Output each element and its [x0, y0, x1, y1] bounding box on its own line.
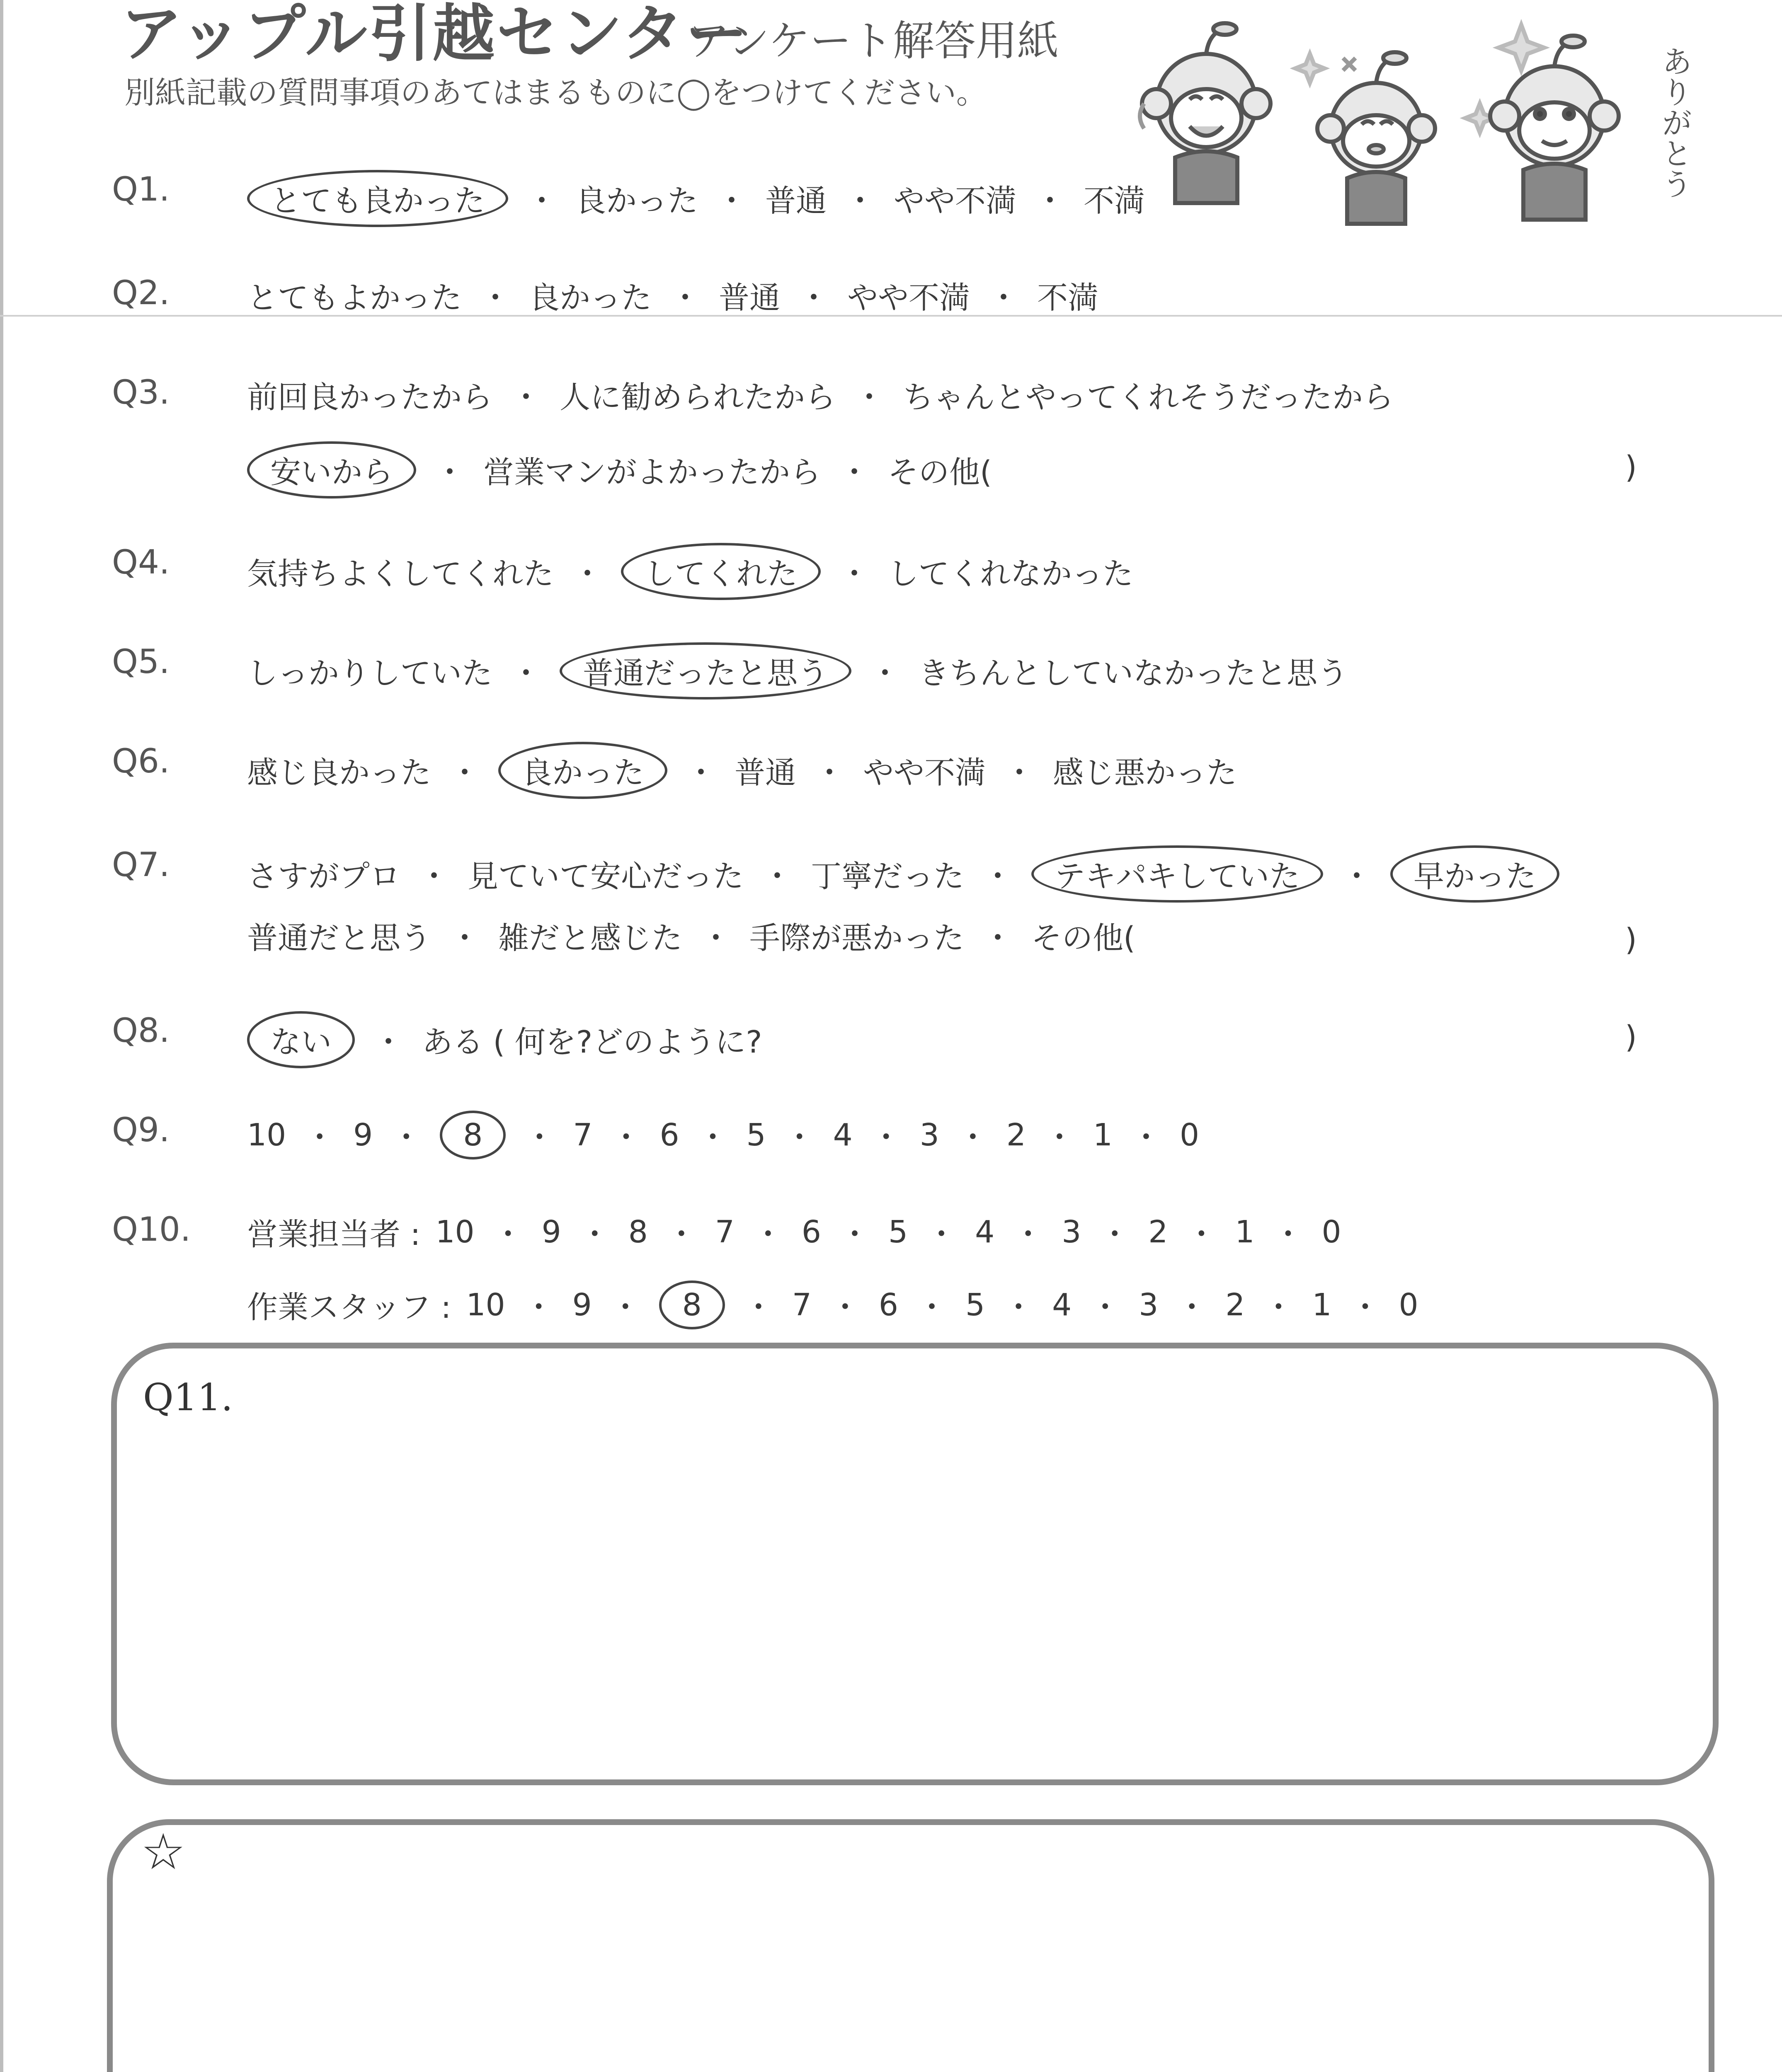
answer-option[interactable]: やや不満 — [863, 755, 986, 791]
separator-dot: ・ — [845, 183, 875, 219]
separator-dot: ・ — [982, 859, 1013, 894]
question-label: Q6. — [112, 742, 170, 780]
close-paren: ) — [1625, 922, 1637, 958]
question-label: Q7. — [112, 845, 170, 884]
answer-option[interactable]: 7 — [792, 1287, 812, 1323]
separator-dot: ・ — [839, 1217, 870, 1252]
answer-row — [245, 642, 1350, 700]
thanks-badge: ありがとう — [1657, 46, 1692, 199]
separator-dot: ・ — [982, 920, 1013, 956]
separator-dot: ・ — [526, 183, 557, 219]
separator-dot: ・ — [1273, 1217, 1304, 1252]
answer-option-selected[interactable]: テキパキしていた — [1031, 845, 1323, 903]
answer-option[interactable]: 1 — [1093, 1117, 1113, 1153]
answer-option-selected[interactable]: 8 — [440, 1111, 506, 1159]
question-label: Q8. — [112, 1011, 170, 1050]
answer-row — [245, 1011, 764, 1068]
separator-dot: ・ — [1004, 755, 1035, 791]
answer-option[interactable]: 普通 — [719, 280, 780, 316]
answer-option-selected[interactable]: 8 — [659, 1280, 725, 1329]
answer-option[interactable]: 不満 — [1037, 280, 1098, 316]
answer-row — [245, 1210, 1344, 1254]
separator-dot: ・ — [762, 859, 793, 894]
question-label: Q1. — [112, 170, 170, 208]
answer-option[interactable]: 普通 — [765, 183, 827, 219]
answer-option[interactable]: 1 — [1235, 1214, 1255, 1250]
answer-option[interactable]: その他( — [888, 455, 992, 490]
separator-dot: ・ — [511, 656, 541, 691]
form-subtitle: アンケート解答用紙 — [688, 17, 1059, 65]
question-label: Q3. — [112, 373, 170, 411]
brand-title: アップル引越センター — [120, 0, 749, 70]
question-label: Q2. — [112, 274, 170, 312]
close-paren: ) — [1625, 450, 1637, 485]
answer-option[interactable]: 良かった — [529, 280, 652, 316]
answer-row — [245, 742, 1239, 799]
answer-option[interactable]: ある ( 何を?どのように? — [422, 1024, 762, 1060]
answer-option-selected[interactable]: 良かった — [498, 742, 667, 799]
separator-dot: ・ — [814, 755, 845, 791]
separator-dot: ・ — [1099, 1217, 1130, 1252]
answer-option[interactable]: 0 — [1180, 1117, 1200, 1153]
separator-dot: ・ — [1350, 1290, 1381, 1325]
answer-row — [245, 441, 994, 499]
separator-dot: ・ — [434, 455, 465, 490]
separator-dot: ・ — [916, 1290, 948, 1325]
answer-option[interactable]: 普通だと思う — [247, 920, 431, 956]
separator-dot: ・ — [511, 380, 541, 415]
separator-dot: ・ — [716, 183, 747, 219]
separator-dot: ・ — [1090, 1290, 1121, 1325]
answer-option[interactable]: 雑だと感じた — [498, 920, 682, 956]
separator-dot: ・ — [1263, 1290, 1294, 1325]
separator-dot: ・ — [1131, 1120, 1162, 1155]
separator-dot: ・ — [1035, 183, 1065, 219]
separator-dot: ・ — [611, 1120, 642, 1155]
mascot-illustration — [1136, 8, 1716, 240]
answer-option[interactable]: 6 — [801, 1214, 822, 1250]
answer-option[interactable]: 見ていて安心だった — [468, 859, 744, 894]
answer-option[interactable]: 9 — [541, 1214, 561, 1250]
answer-option[interactable]: 3 — [919, 1117, 939, 1153]
answer-option[interactable]: 0 — [1399, 1287, 1418, 1323]
separator-dot: ・ — [449, 755, 480, 791]
answer-option[interactable]: 感じ良かった — [247, 755, 431, 791]
question-label: Q4. — [112, 543, 170, 581]
answer-option[interactable]: 7 — [715, 1214, 735, 1250]
separator-dot: ・ — [854, 380, 885, 415]
answer-option[interactable]: 普通 — [735, 755, 796, 791]
answer-option[interactable]: 営業マンがよかったから — [483, 455, 821, 490]
answer-option[interactable]: 0 — [1321, 1214, 1341, 1250]
answer-option[interactable]: 前回良かったから — [247, 380, 492, 415]
question-label: Q9. — [112, 1111, 170, 1149]
separator-dot: ・ — [1044, 1120, 1075, 1155]
separator-dot: ・ — [419, 859, 449, 894]
separator-dot: ・ — [870, 656, 900, 691]
row-prefix: 営業担当者 : — [247, 1217, 421, 1252]
answer-option[interactable]: 丁寧だった — [811, 859, 964, 894]
answer-option[interactable]: やや不満 — [894, 183, 1016, 219]
answer-option[interactable]: 5 — [888, 1214, 908, 1250]
answer-option[interactable]: 1 — [1312, 1287, 1332, 1323]
answer-option[interactable]: 6 — [878, 1287, 899, 1323]
separator-dot: ・ — [829, 1290, 861, 1325]
answer-option[interactable]: してくれなかった — [888, 556, 1133, 592]
separator-dot: ・ — [391, 1120, 422, 1155]
question-label: Q10. — [112, 1210, 191, 1249]
answer-option[interactable]: ちゃんとやってくれそうだったから — [903, 380, 1394, 415]
separator-dot: ・ — [957, 1120, 988, 1155]
separator-dot: ・ — [449, 920, 480, 956]
answer-option[interactable]: 9 — [353, 1117, 373, 1153]
answer-option[interactable]: しっかりしていた — [247, 656, 492, 691]
answer-option[interactable]: 4 — [833, 1117, 853, 1153]
scan-edge — [0, 0, 3, 2072]
separator-dot: ・ — [743, 1290, 774, 1325]
answer-option[interactable]: 4 — [975, 1214, 995, 1250]
answer-option[interactable]: 2 — [1148, 1214, 1168, 1250]
answer-option[interactable]: 人に勧められたから — [560, 380, 836, 415]
answer-option[interactable]: 9 — [572, 1287, 592, 1323]
separator-dot: ・ — [784, 1120, 815, 1155]
answer-option[interactable]: 3 — [1062, 1214, 1081, 1250]
separator-dot: ・ — [839, 556, 870, 592]
answer-option[interactable]: きちんとしていなかったと思う — [919, 656, 1348, 691]
separator-dot: ・ — [670, 280, 701, 316]
separator-dot: ・ — [480, 280, 511, 316]
answer-option-selected[interactable]: 普通だったと思う — [560, 642, 851, 700]
answer-row — [245, 1280, 1421, 1329]
answer-option[interactable]: 4 — [1052, 1287, 1072, 1323]
separator-dot: ・ — [666, 1217, 697, 1252]
answer-option[interactable]: 10 — [466, 1287, 505, 1323]
separator-dot: ・ — [1176, 1290, 1207, 1325]
answer-row — [245, 845, 1562, 903]
answer-option[interactable]: 3 — [1139, 1287, 1159, 1323]
separator-dot: ・ — [373, 1024, 404, 1060]
answer-option-selected[interactable]: とても良かった — [247, 170, 508, 227]
separator-dot: ・ — [610, 1290, 641, 1325]
answer-row — [245, 914, 1138, 958]
separator-dot: ・ — [988, 280, 1019, 316]
separator-dot: ・ — [1003, 1290, 1034, 1325]
answer-row — [245, 170, 1147, 227]
answer-row — [245, 1111, 1202, 1159]
answer-option[interactable]: 2 — [1225, 1287, 1245, 1323]
separator-dot: ・ — [572, 556, 603, 592]
answer-row — [245, 543, 1136, 600]
answer-option[interactable]: やや不満 — [847, 280, 970, 316]
answer-option[interactable]: 感じ悪かった — [1053, 755, 1237, 791]
comment-box-label: Q11. — [143, 1376, 233, 1419]
separator-dot: ・ — [523, 1290, 554, 1325]
answer-option[interactable]: 手際が悪かった — [749, 920, 964, 956]
separator-dot: ・ — [839, 455, 870, 490]
answer-row — [245, 373, 1396, 417]
separator-dot: ・ — [798, 280, 829, 316]
answer-option-selected[interactable]: 早かった — [1390, 845, 1559, 903]
separator-dot: ・ — [579, 1217, 610, 1252]
answer-option-selected[interactable]: ない — [247, 1011, 355, 1068]
separator-dot: ・ — [1341, 859, 1372, 894]
question-label: Q5. — [112, 642, 170, 681]
row-prefix: 作業スタッフ : — [247, 1290, 451, 1325]
answer-option[interactable]: 2 — [1006, 1117, 1026, 1153]
answer-row — [245, 274, 1101, 317]
answer-option[interactable]: 5 — [746, 1117, 766, 1153]
answer-option-selected[interactable]: してくれた — [621, 543, 821, 600]
separator-dot: ・ — [701, 920, 731, 956]
answer-option[interactable]: 8 — [628, 1214, 648, 1250]
separator-dot: ・ — [752, 1217, 783, 1252]
note-box[interactable] — [107, 1819, 1714, 2072]
close-paren: ) — [1625, 1019, 1637, 1055]
answer-option[interactable]: とてもよかった — [247, 280, 462, 316]
separator-dot: ・ — [926, 1217, 957, 1252]
comment-box[interactable] — [111, 1343, 1719, 1785]
answer-option[interactable]: 良かった — [575, 183, 698, 219]
answer-option[interactable]: 7 — [573, 1117, 593, 1153]
answer-option[interactable]: 5 — [965, 1287, 985, 1323]
separator-dot: ・ — [870, 1120, 902, 1155]
answer-option[interactable]: 10 — [247, 1117, 286, 1153]
separator-dot: ・ — [524, 1120, 555, 1155]
separator-dot: ・ — [492, 1217, 524, 1252]
star-icon: ☆ — [141, 1823, 186, 1881]
separator-dot: ・ — [1186, 1217, 1217, 1252]
instruction-text: 別紙記載の質問事項のあてはまるものに◯をつけてください。 — [124, 75, 987, 111]
answer-option[interactable]: その他( — [1031, 920, 1135, 956]
answer-option[interactable]: 6 — [659, 1117, 679, 1153]
separator-dot: ・ — [304, 1120, 335, 1155]
answer-option[interactable]: 10 — [435, 1214, 475, 1250]
separator-dot: ・ — [1013, 1217, 1044, 1252]
separator-dot: ・ — [686, 755, 716, 791]
answer-option-selected[interactable]: 安いから — [247, 441, 416, 499]
answer-option[interactable]: 気持ちよくしてくれた — [247, 556, 554, 592]
answer-option[interactable]: 不満 — [1084, 183, 1145, 219]
separator-dot: ・ — [697, 1120, 728, 1155]
answer-option[interactable]: さすがプロ — [247, 859, 400, 894]
